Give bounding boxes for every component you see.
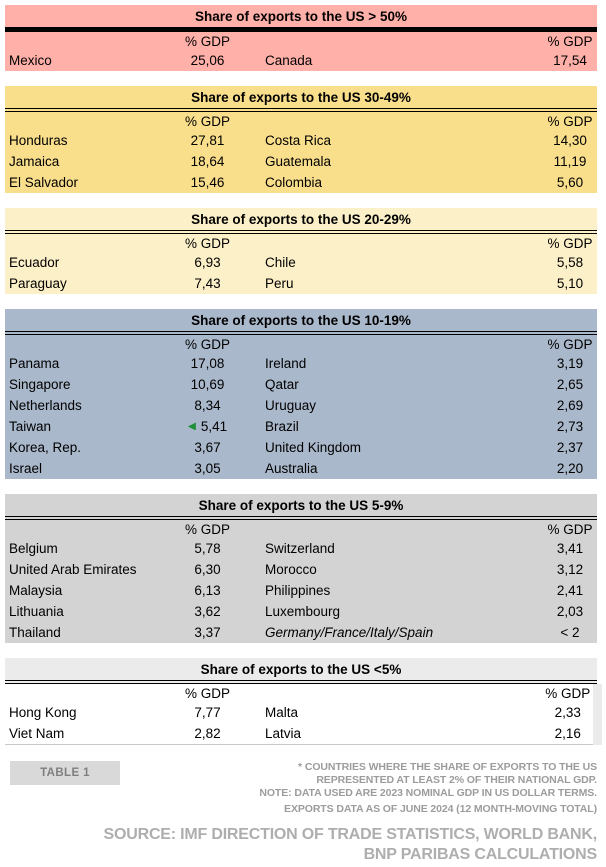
gdp-value: 3,41 — [556, 541, 584, 556]
gdp-header-right: % GDP — [547, 336, 593, 352]
gdp-header-right: % GDP — [545, 685, 591, 701]
gdp-value: 2,37 — [556, 440, 584, 455]
gdp-value: 2,16 — [554, 726, 581, 741]
gdp-value: 3,12 — [556, 562, 584, 577]
gdp-value: 11,19 — [553, 154, 587, 169]
country-name: Germany/France/Italy/Spain — [265, 625, 434, 640]
gdp-value: 3,05 — [194, 461, 221, 476]
footnote-line: * COUNTRIES WHERE THE SHARE OF EXPORTS TO THE US — [298, 761, 597, 773]
spacer-cell — [5, 112, 155, 130]
table-row — [5, 374, 597, 395]
section-table — [5, 234, 597, 294]
gdp-header-row — [5, 32, 597, 50]
table-row — [5, 395, 597, 416]
spacer-cell — [5, 520, 155, 538]
spacer-cell — [5, 684, 155, 702]
spacer-cell — [260, 112, 543, 130]
gdp-header-row — [5, 684, 597, 702]
country-name: United Arab Emirates — [9, 562, 137, 577]
footnote-line: NOTE: DATA USED ARE 2023 NOMINAL GDP IN US DOLLAR TERMS. — [259, 787, 597, 799]
gdp-value: 7,43 — [194, 276, 221, 291]
gdp-value: 5,58 — [556, 255, 584, 270]
table-row — [5, 273, 597, 294]
country-name: Thailand — [9, 625, 61, 640]
gdp-value: 2,03 — [556, 604, 584, 619]
footer — [10, 761, 597, 816]
gdp-value: 18,64 — [190, 154, 225, 169]
gdp-value: 7,77 — [194, 705, 221, 720]
section-title: Share of exports to the US 10-19% — [5, 309, 597, 335]
spacer-cell — [260, 32, 543, 50]
section-table — [5, 32, 597, 71]
table-row — [5, 622, 597, 643]
spacer-cell — [5, 32, 155, 50]
country-name: Jamaica — [9, 154, 60, 169]
country-name: Costa Rica — [265, 133, 332, 148]
section-title: Share of exports to the US <5% — [5, 658, 597, 684]
gdp-value: 8,34 — [194, 398, 221, 413]
country-name: Colombia — [265, 175, 323, 190]
gdp-value: 14,30 — [553, 133, 587, 148]
source-credit — [0, 825, 597, 865]
export-share-section — [5, 86, 597, 193]
source-line: SOURCE: IMF DIRECTION OF TRADE STATISTICS, WORLD BANK, — [103, 826, 597, 843]
gdp-value: 6,13 — [194, 583, 221, 598]
country-name: Australia — [265, 461, 318, 476]
country-name: Ecuador — [9, 255, 60, 270]
gdp-header-left: % GDP — [184, 113, 230, 129]
gdp-header-row — [5, 234, 597, 252]
country-name: Taiwan — [9, 419, 52, 434]
country-name: Brazil — [265, 419, 299, 434]
gdp-header-left: % GDP — [184, 336, 230, 352]
gdp-value: 6,93 — [194, 255, 221, 270]
spacer-cell — [260, 520, 543, 538]
gdp-value: 6,30 — [194, 562, 221, 577]
country-name: Guatemala — [265, 154, 332, 169]
spacer-cell — [5, 335, 155, 353]
country-name: Ireland — [265, 356, 307, 371]
gdp-value: 5,41 — [155, 416, 260, 437]
table-row — [5, 416, 597, 437]
country-name: El Salvador — [9, 175, 79, 190]
gdp-value: 5,10 — [556, 276, 584, 291]
country-name: Qatar — [265, 377, 299, 392]
country-name: Lithuania — [9, 604, 64, 619]
gdp-value: 2,20 — [556, 461, 584, 476]
gdp-value: 3,19 — [556, 356, 584, 371]
table-row — [5, 130, 597, 151]
country-name: Mexico — [9, 53, 52, 68]
section-table — [5, 112, 597, 193]
section-title: Share of exports to the US 30-49% — [5, 86, 597, 112]
table-row — [5, 702, 597, 723]
country-name: Honduras — [9, 133, 68, 148]
section-title: Share of exports to the US 20-29% — [5, 208, 597, 234]
section-title: Share of exports to the US 5-9% — [5, 494, 597, 520]
gdp-value: 2,82 — [194, 726, 221, 741]
country-name: Latvia — [265, 726, 302, 741]
gdp-value: 3,67 — [194, 440, 221, 455]
table-row — [5, 601, 597, 622]
table-row — [5, 437, 597, 458]
gdp-header-left: % GDP — [184, 33, 230, 49]
country-name: Luxembourg — [265, 604, 341, 619]
country-name: Netherlands — [9, 398, 82, 413]
table-row — [5, 580, 597, 601]
gdp-value: 10,69 — [190, 377, 225, 392]
gdp-value: 25,06 — [190, 53, 225, 68]
country-name: Singapore — [9, 377, 71, 392]
country-name: Switzerland — [265, 541, 335, 556]
gdp-value: < 2 — [560, 625, 580, 640]
gdp-header-row — [5, 335, 597, 353]
gdp-header-right: % GDP — [547, 113, 593, 129]
section-title: Share of exports to the US > 50% — [5, 5, 597, 32]
country-name: Korea, Rep. — [9, 440, 82, 455]
gdp-value: 3,37 — [194, 625, 221, 640]
gdp-header-left: % GDP — [184, 685, 230, 701]
section-table — [5, 520, 597, 643]
green-flag-icon — [188, 422, 196, 430]
table-row — [5, 50, 597, 71]
gdp-value: 17,54 — [553, 53, 587, 68]
country-name: Malaysia — [9, 583, 63, 598]
country-name: Israel — [9, 461, 43, 476]
export-share-section — [5, 208, 597, 294]
table-row — [5, 458, 597, 479]
gdp-value: 27,81 — [190, 133, 225, 148]
section-table — [5, 684, 602, 745]
country-name: Viet Nam — [9, 726, 65, 741]
gdp-value: 17,08 — [190, 356, 225, 371]
table-row — [5, 172, 597, 193]
country-name: Hong Kong — [9, 705, 77, 720]
gdp-header-right: % GDP — [547, 33, 593, 49]
country-name: United Kingdom — [265, 440, 362, 455]
gdp-value: 15,46 — [190, 175, 225, 190]
gdp-value: 3,62 — [194, 604, 221, 619]
export-share-section — [5, 5, 597, 71]
country-name: Canada — [265, 53, 313, 68]
footnotes — [259, 761, 597, 816]
gdp-value: 2,33 — [554, 705, 581, 720]
spacer-cell — [260, 684, 543, 702]
gdp-value: 2,41 — [556, 583, 584, 598]
gdp-value: 5,60 — [556, 175, 584, 190]
table-row — [5, 252, 597, 273]
country-name: Philippines — [265, 583, 331, 598]
gdp-value: 2,65 — [556, 377, 584, 392]
gdp-value: 2,69 — [556, 398, 584, 413]
section-table — [5, 335, 597, 479]
country-name: Belgium — [9, 541, 58, 556]
gdp-header-right: % GDP — [547, 521, 593, 537]
country-name: Peru — [265, 276, 294, 291]
gdp-header-left: % GDP — [184, 235, 230, 251]
country-name: Morocco — [265, 562, 317, 577]
footnote-line: EXPORTS DATA AS OF JUNE 2024 (12 MONTH-MOVING TOTAL) — [284, 803, 597, 815]
footnote-line: REPRESENTED AT LEAST 2% OF THEIR NATIONAL GDP. — [316, 774, 597, 786]
table-label: TABLE 1 — [10, 761, 120, 785]
table-row — [5, 151, 597, 172]
table-row — [5, 559, 597, 580]
export-share-section — [5, 494, 597, 643]
gdp-header-row — [5, 520, 597, 538]
spacer-cell — [260, 335, 543, 353]
country-name: Malta — [265, 705, 299, 720]
country-name: Panama — [9, 356, 60, 371]
table-row — [5, 353, 597, 374]
gdp-header-left: % GDP — [184, 521, 230, 537]
country-name: Chile — [265, 255, 296, 270]
gdp-value: 5,78 — [194, 541, 221, 556]
export-share-section — [5, 309, 597, 479]
gdp-header-right: % GDP — [547, 235, 593, 251]
source-line: BNP PARIBAS CALCULATIONS — [363, 846, 597, 863]
gdp-header-row — [5, 112, 597, 130]
gdp-value: 2,73 — [556, 419, 584, 434]
spacer-cell — [5, 234, 155, 252]
table-row — [5, 538, 597, 559]
table-row — [5, 723, 597, 745]
country-name: Paraguay — [9, 276, 67, 291]
export-share-section — [5, 658, 597, 745]
spacer-cell — [260, 234, 543, 252]
country-name: Uruguay — [265, 398, 317, 413]
